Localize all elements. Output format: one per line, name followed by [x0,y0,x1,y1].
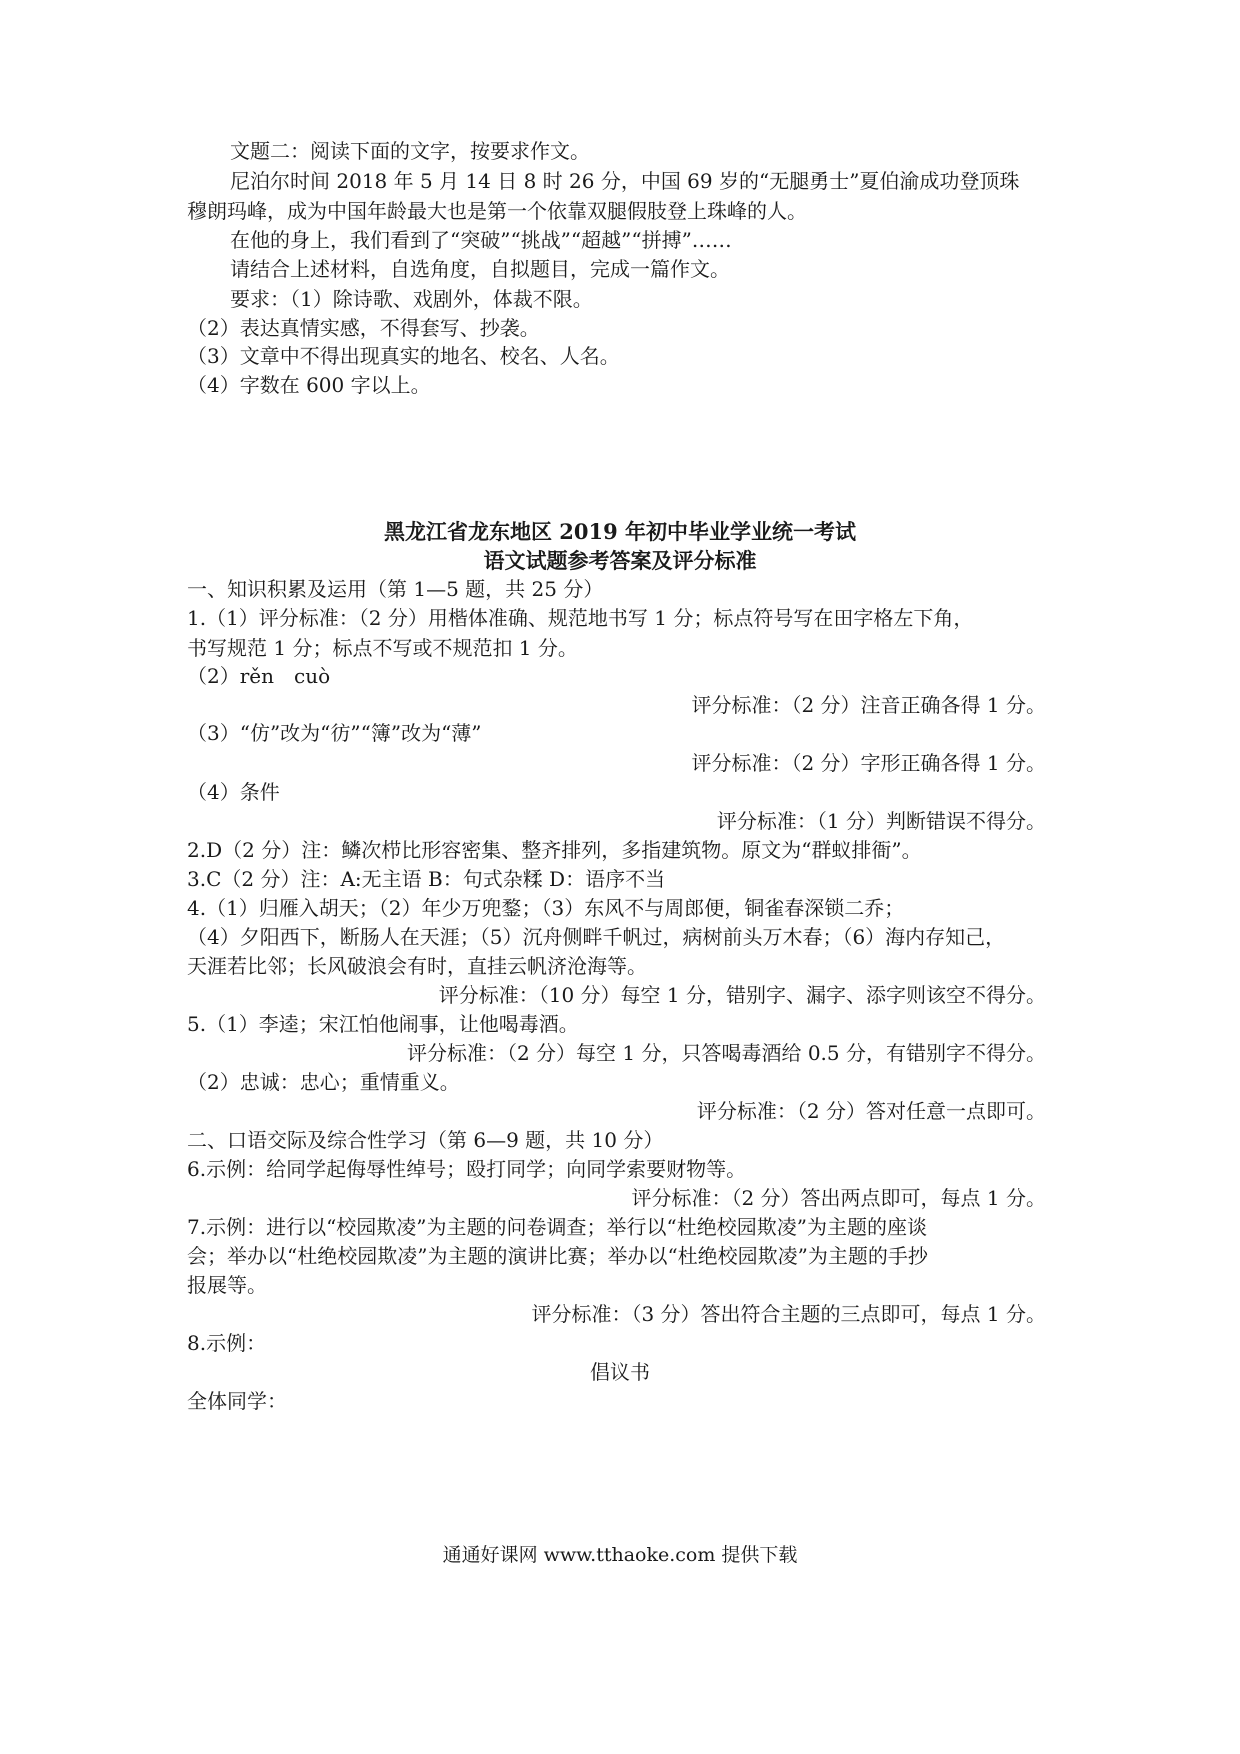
proposal-salutation: 全体同学： [187,1389,287,1413]
answer-key-subtitle: 语文试题参考答案及评分标准 [483,548,757,573]
answer-line: 1.（1）评分标准：（2 分）用楷体准确、规范地书写 1 分；标点符号写在田字格左下角， [187,606,974,630]
essay-paragraph: 尼泊尔时间 2018 年 5 月 14 日 8 时 26 分，中国 69 岁的“无腿勇士”夏伯渝成功登顶珠 [230,169,1020,193]
scoring-standard: 评分标准：（10 分）每空 1 分，错别字、漏字、添字则该空不得分。 [438,983,1046,1007]
answer-line: 2.D（2 分）注：鳞次栉比形容密集、整齐排列，多指建筑物。原文为“群蚁排衙”。 [187,838,922,862]
answer-line: 天涯若比邻；长风破浪会有时，直挂云帆济沧海等。 [187,954,647,978]
answer-line: 书写规范 1 分；标点不写或不规范扣 1 分。 [187,636,578,660]
essay-requirement: 要求：（1）除诗歌、戏剧外，体裁不限。 [230,287,593,311]
answer-line: 3.C（2 分）注：A:无主语 B：句式杂糅 D：语序不当 [187,867,666,891]
scoring-standard: 评分标准：（2 分）每空 1 分，只答喝毒酒给 0.5 分，有错别字不得分。 [406,1041,1046,1065]
essay-requirement: （3）文章中不得出现真实的地名、校名、人名。 [187,344,620,368]
essay-paragraph: 穆朗玛峰，成为中国年龄最大也是第一个依靠双腿假肢登上珠峰的人。 [187,199,807,223]
scoring-standard: 评分标准：（2 分）答出两点即可，每点 1 分。 [631,1186,1046,1210]
scoring-standard: 评分标准：（2 分）字形正确各得 1 分。 [691,751,1046,775]
essay-heading: 文题二：阅读下面的文字，按要求作文。 [230,139,590,163]
answer-key-title: 黑龙江省龙东地区 2019 年初中毕业学业统一考试 [383,519,857,544]
answer-line: 会；举办以“杜绝校园欺凌”为主题的演讲比赛；举办以“杜绝校园欺凌”为主题的手抄 [187,1244,928,1268]
essay-paragraph: 请结合上述材料，自选角度，自拟题目，完成一篇作文。 [230,257,730,281]
answer-line: 4.（1）归雁入胡天；（2）年少万兜鍪；（3）东风不与周郎便，铜雀春深锁二乔； [187,896,905,920]
scoring-standard: 评分标准：（3 分）答出符合主题的三点即可，每点 1 分。 [531,1302,1046,1326]
scoring-standard: 评分标准：（1 分）判断错误不得分。 [716,809,1046,833]
scoring-standard: 评分标准：（2 分）注音正确各得 1 分。 [691,693,1046,717]
page-footer: 通通好课网 www.tthaoke.com 提供下载 [442,1544,798,1566]
answer-line: （2）rěn cuò [187,664,331,688]
essay-paragraph: 在他的身上，我们看到了“突破”“挑战”“超越”“拼搏”…… [230,228,732,252]
essay-requirement: （4）字数在 600 字以上。 [187,373,431,397]
scoring-standard: 评分标准：（2 分）答对任意一点即可。 [696,1099,1046,1123]
answer-line: 报展等。 [187,1273,267,1297]
answer-line: 8.示例： [187,1331,267,1355]
answer-line: （4）夕阳西下，断肠人在天涯；（5）沉舟侧畔千帆过，病树前头万木春；（6）海内存知己， [187,925,1006,949]
answer-line: 7.示例：进行以“校园欺凌”为主题的问卷调查；举行以“杜绝校园欺凌”为主题的座谈 [187,1215,927,1239]
answer-line: （4）条件 [187,780,280,804]
section-heading: 二、口语交际及综合性学习（第 6—9 题，共 10 分） [187,1128,664,1152]
answer-line: （3）“仿”改为“彷”“簿”改为“薄” [187,721,482,745]
answer-line: （2）忠诚：忠心；重情重义。 [187,1070,460,1094]
section-heading: 一、知识积累及运用（第 1—5 题，共 25 分） [187,577,604,601]
proposal-title: 倡议书 [590,1360,650,1384]
essay-requirement: （2）表达真情实感，不得套写、抄袭。 [187,316,540,340]
answer-line: 6.示例：给同学起侮辱性绰号；殴打同学；向同学索要财物等。 [187,1157,747,1181]
answer-line: 5.（1）李逵；宋江怕他闹事，让他喝毒酒。 [187,1012,579,1036]
